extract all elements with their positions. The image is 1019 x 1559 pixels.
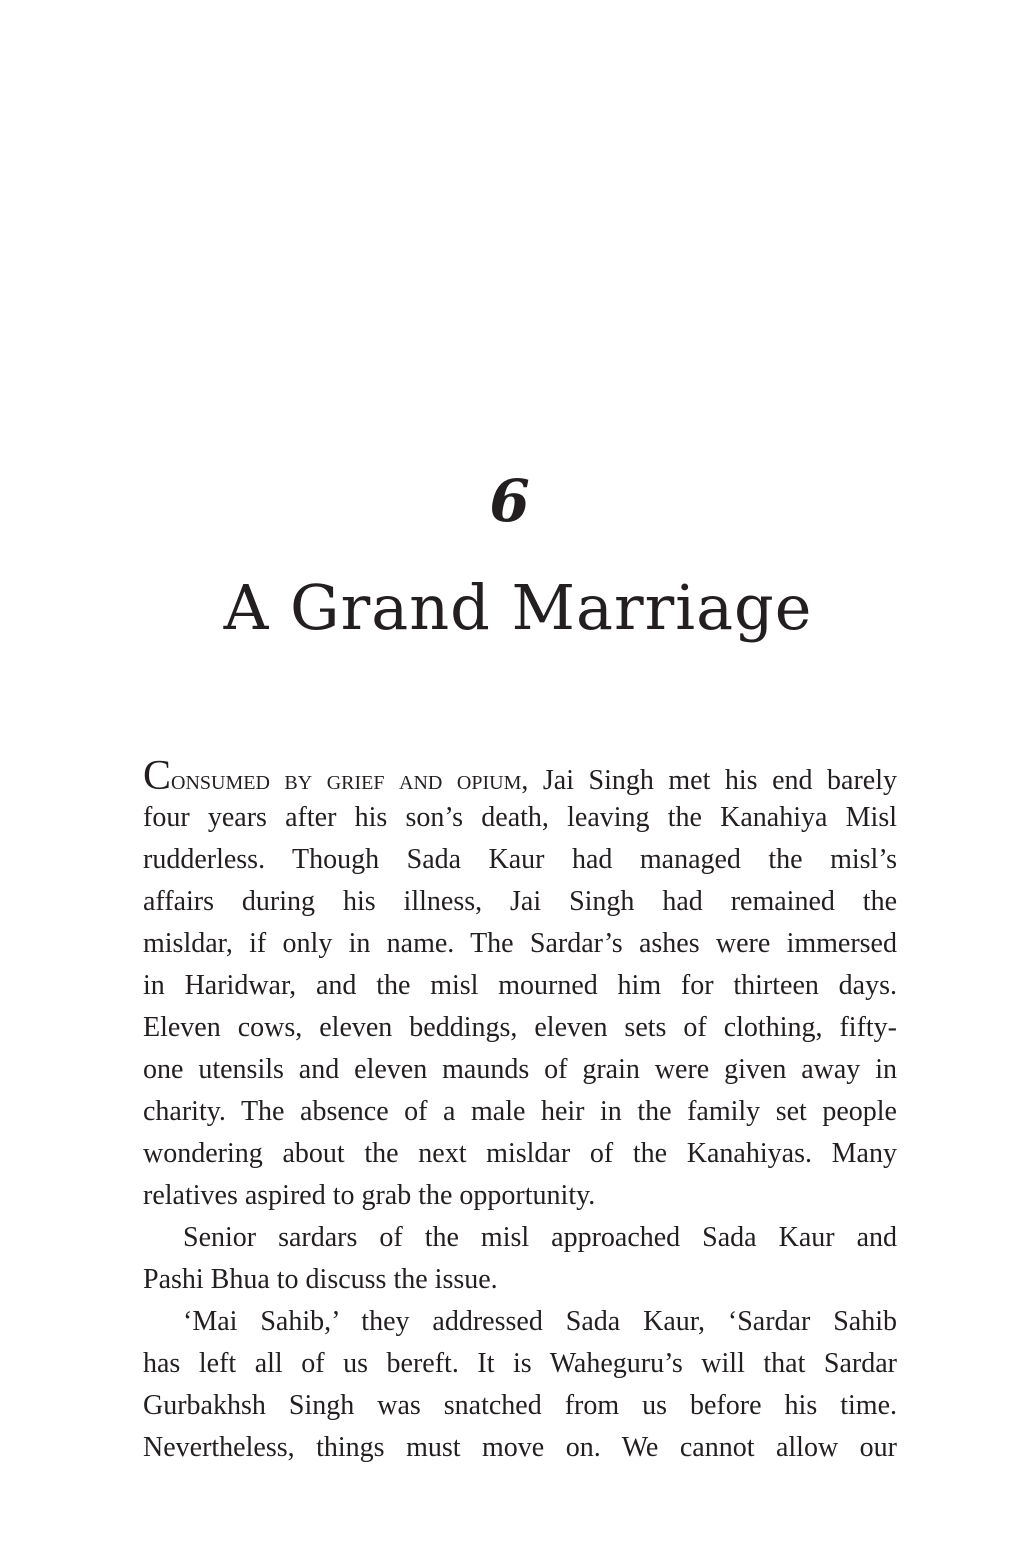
- body-line-4: affairs during his illness, Jai Singh had remained the: [143, 886, 897, 917]
- body-line-2: four years after his son’s death, leaving the Kanahiya Misl: [143, 802, 897, 833]
- body-line-14: ‘Mai Sahib,’ they addressed Sada Kaur, ‘Sardar Sahib: [183, 1306, 897, 1337]
- body-line-7: Eleven cows, eleven beddings, eleven sets of clothing, fifty-: [143, 1012, 897, 1043]
- body-line-10: wondering about the next misldar of the Kanahiyas. Many: [143, 1138, 897, 1169]
- body-line-8: one utensils and eleven maunds of grain were given away in: [143, 1054, 897, 1085]
- opening-small-caps: onsumed by grief and opium,: [171, 765, 529, 796]
- chapter-body: [143, 755, 897, 1469]
- body-line-13: Pashi Bhua to discuss the issue.: [143, 1264, 498, 1295]
- chapter-number: 6: [489, 467, 530, 535]
- body-line-1: [143, 755, 897, 797]
- body-line-6: in Haridwar, and the misl mourned him for thirteen days.: [143, 970, 897, 1001]
- body-line-11: relatives aspired to grab the opportunity.: [143, 1180, 596, 1211]
- opening-line-text: Jai Singh met his end barely: [528, 765, 897, 796]
- body-line-17: Nevertheless, things must move on. We cannot allow our: [143, 1432, 897, 1463]
- body-line-5: misldar, if only in name. The Sardar’s ashes were immersed: [143, 928, 897, 959]
- body-line-15: has left all of us bereft. It is Waheguru’s will that Sardar: [143, 1348, 897, 1379]
- body-line-3: rudderless. Though Sada Kaur had managed the misl’s: [143, 844, 897, 875]
- drop-cap: C: [143, 753, 172, 799]
- body-line-12: Senior sardars of the misl approached Sada Kaur and: [183, 1222, 897, 1253]
- body-line-9: charity. The absence of a male heir in the family set people: [143, 1096, 897, 1127]
- body-line-16: Gurbakhsh Singh was snatched from us before his time.: [143, 1390, 897, 1421]
- chapter-title: A Grand Marriage: [223, 571, 813, 644]
